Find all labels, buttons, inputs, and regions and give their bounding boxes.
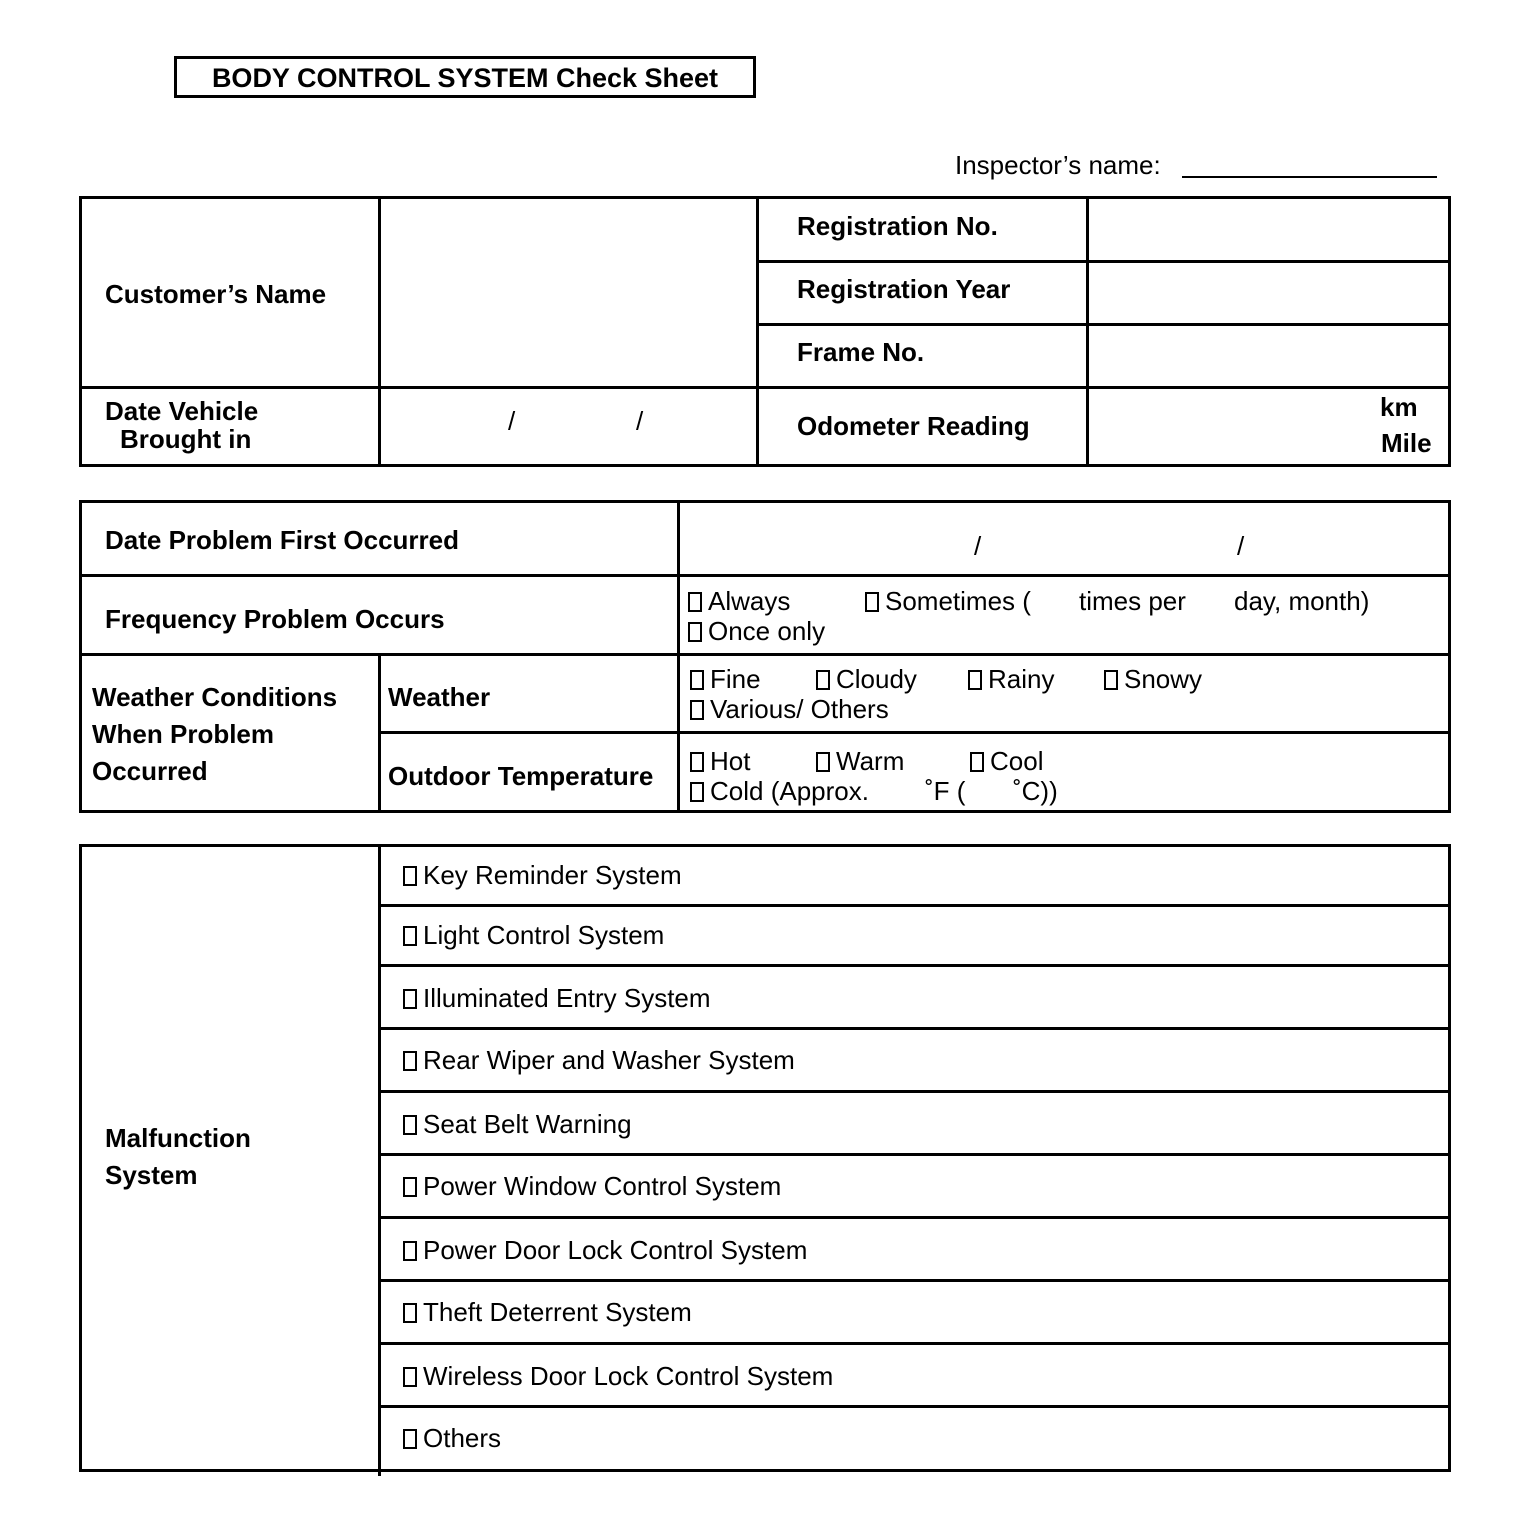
customer-name-field[interactable] bbox=[382, 200, 754, 385]
registration-year-field[interactable] bbox=[1090, 264, 1446, 321]
system-item[interactable]: Wireless Door Lock Control System bbox=[403, 1361, 833, 1391]
option-once-only[interactable]: Once only bbox=[688, 616, 825, 646]
date-brought-in-label bbox=[105, 397, 258, 453]
date-brought-in-label-line2: Brought in bbox=[120, 424, 252, 454]
date-separator: / bbox=[636, 406, 644, 436]
checkbox[interactable] bbox=[690, 670, 704, 690]
option-rainy[interactable]: Rainy bbox=[968, 664, 1054, 694]
date-first-occurred-label: Date Problem First Occurred bbox=[105, 525, 459, 555]
checkbox[interactable] bbox=[865, 592, 879, 612]
registration-year-label: Registration Year bbox=[797, 274, 1011, 304]
option-snowy[interactable]: Snowy bbox=[1104, 664, 1202, 694]
checkbox[interactable] bbox=[1104, 670, 1118, 690]
frequency-label: Frequency Problem Occurs bbox=[105, 604, 445, 634]
date-brought-in-label-line1: Date Vehicle bbox=[105, 396, 259, 426]
malfunction-label bbox=[105, 1120, 251, 1194]
checkbox[interactable] bbox=[403, 1367, 417, 1387]
checkbox[interactable] bbox=[403, 1429, 417, 1449]
customer-name-label: Customer’s Name bbox=[105, 279, 327, 309]
date-separator: / bbox=[974, 531, 982, 561]
weather-conditions-label bbox=[92, 679, 337, 790]
day-month-text: day, month) bbox=[1234, 586, 1370, 616]
malfunction-label-line2: System bbox=[105, 1160, 198, 1190]
weather-conditions-label-line1: Weather Conditions bbox=[92, 682, 338, 712]
checkbox[interactable] bbox=[403, 1177, 417, 1197]
inspector-name-field[interactable] bbox=[1182, 176, 1437, 178]
checkbox[interactable] bbox=[688, 622, 702, 642]
times-per-text: times per bbox=[1079, 586, 1186, 616]
date-separator: / bbox=[508, 406, 516, 436]
system-item[interactable]: Key Reminder System bbox=[403, 860, 682, 890]
checkbox[interactable] bbox=[403, 866, 417, 886]
system-item[interactable]: Illuminated Entry System bbox=[403, 983, 711, 1013]
odometer-label: Odometer Reading bbox=[797, 411, 1030, 441]
checkbox[interactable] bbox=[690, 700, 704, 720]
weather-conditions-label-line3: Occurred bbox=[92, 756, 208, 786]
celsius-unit: ˚C)) bbox=[1013, 776, 1058, 806]
checkbox[interactable] bbox=[816, 670, 830, 690]
option-various[interactable]: Various/ Others bbox=[690, 694, 889, 724]
checkbox[interactable] bbox=[690, 782, 704, 802]
date-first-occurred-field[interactable] bbox=[681, 504, 1446, 572]
weather-conditions-label-line2: When Problem bbox=[92, 719, 275, 749]
checkbox[interactable] bbox=[970, 752, 984, 772]
system-item[interactable]: Others bbox=[403, 1423, 501, 1453]
system-item[interactable]: Theft Deterrent System bbox=[403, 1297, 692, 1327]
checkbox[interactable] bbox=[816, 752, 830, 772]
registration-no-label: Registration No. bbox=[797, 211, 998, 241]
checkbox[interactable] bbox=[690, 752, 704, 772]
system-item[interactable]: Light Control System bbox=[403, 920, 664, 950]
unit-mile: Mile bbox=[1381, 428, 1432, 458]
checkbox[interactable] bbox=[968, 670, 982, 690]
system-item[interactable]: Rear Wiper and Washer System bbox=[403, 1045, 795, 1075]
fahrenheit-unit: ˚F ( bbox=[925, 776, 966, 806]
inspector-label: Inspector’s name: bbox=[955, 150, 1161, 180]
checkbox[interactable] bbox=[403, 1303, 417, 1323]
checkbox[interactable] bbox=[688, 592, 702, 612]
option-sometimes[interactable]: Sometimes ( bbox=[865, 586, 1031, 616]
weather-label: Weather bbox=[388, 682, 491, 712]
option-warm[interactable]: Warm bbox=[816, 746, 904, 776]
option-cold[interactable]: Cold (Approx. bbox=[690, 776, 869, 806]
date-brought-in-field[interactable] bbox=[382, 390, 754, 462]
option-cloudy[interactable]: Cloudy bbox=[816, 664, 917, 694]
system-item[interactable]: Power Window Control System bbox=[403, 1171, 781, 1201]
system-item[interactable]: Seat Belt Warning bbox=[403, 1109, 632, 1139]
odometer-field[interactable] bbox=[1090, 390, 1446, 462]
option-always[interactable]: Always bbox=[688, 586, 790, 616]
checkbox[interactable] bbox=[403, 1241, 417, 1261]
checkbox[interactable] bbox=[403, 926, 417, 946]
date-separator: / bbox=[1237, 531, 1245, 561]
checkbox[interactable] bbox=[403, 989, 417, 1009]
checkbox[interactable] bbox=[403, 1051, 417, 1071]
system-item[interactable]: Power Door Lock Control System bbox=[403, 1235, 807, 1265]
malfunction-label-line1: Malfunction bbox=[105, 1123, 251, 1153]
unit-km: km bbox=[1380, 392, 1418, 422]
registration-no-field[interactable] bbox=[1090, 200, 1446, 258]
option-fine[interactable]: Fine bbox=[690, 664, 761, 694]
frame-no-label: Frame No. bbox=[797, 337, 925, 367]
frame-no-field[interactable] bbox=[1090, 327, 1446, 384]
outdoor-temp-label: Outdoor Temperature bbox=[388, 761, 654, 791]
option-hot[interactable]: Hot bbox=[690, 746, 750, 776]
option-cool[interactable]: Cool bbox=[970, 746, 1043, 776]
page-title: BODY CONTROL SYSTEM Check Sheet bbox=[174, 56, 756, 98]
checkbox[interactable] bbox=[403, 1115, 417, 1135]
